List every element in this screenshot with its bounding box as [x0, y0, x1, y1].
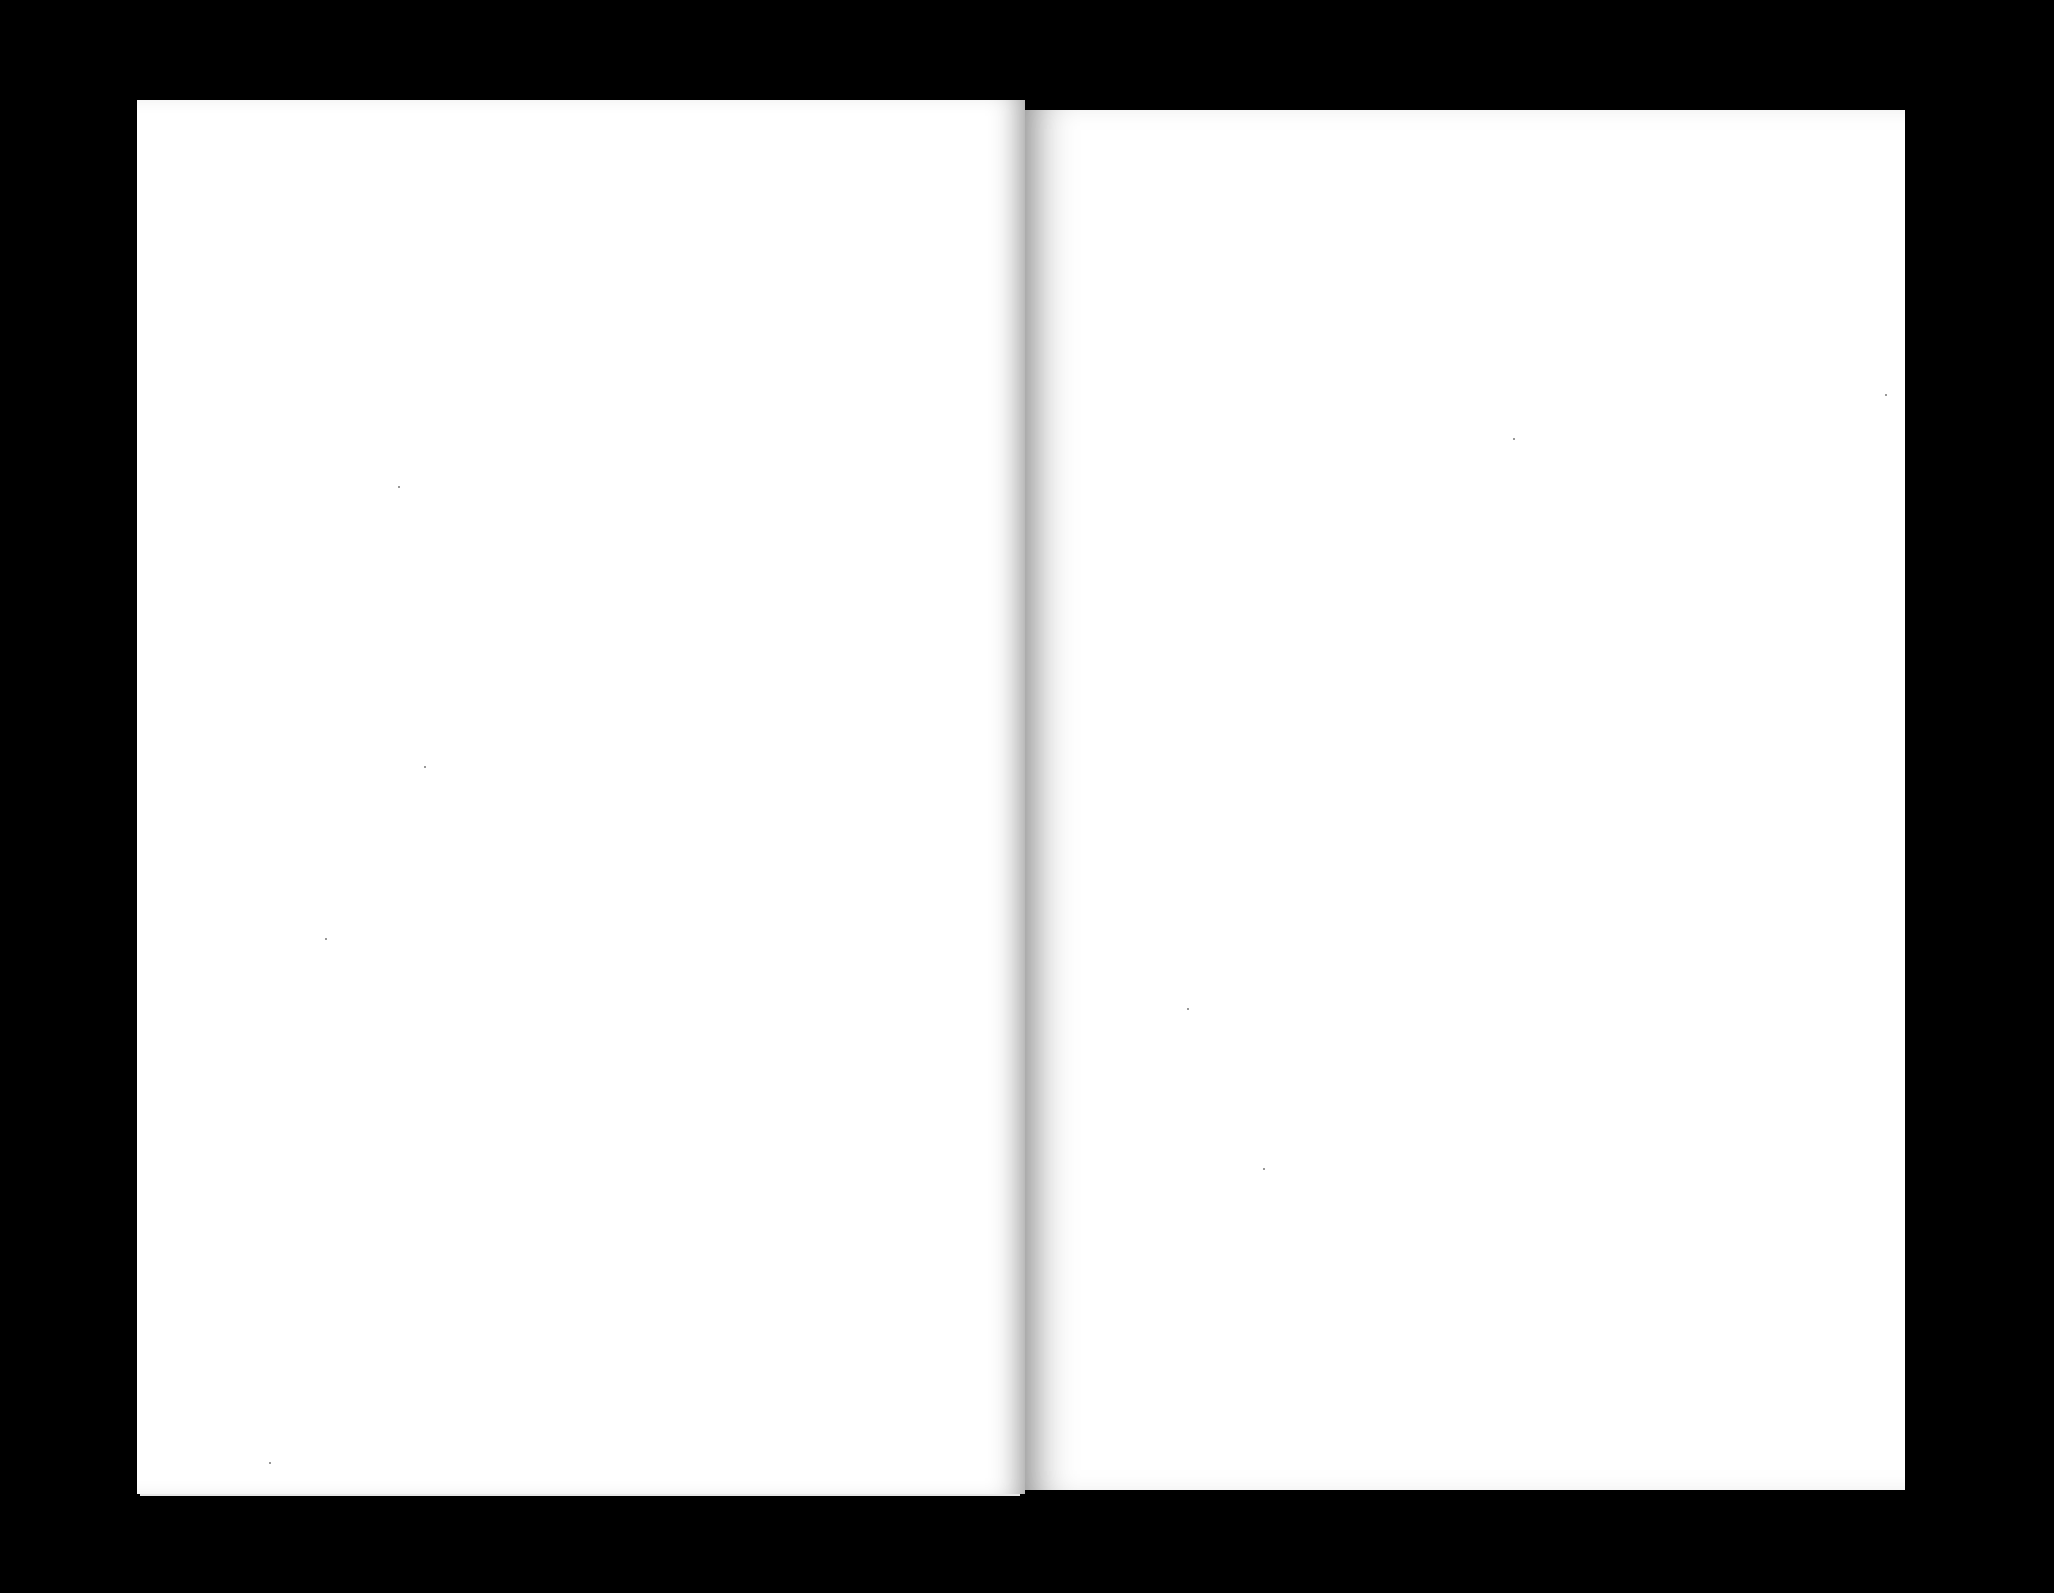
scan-speck [1513, 438, 1515, 440]
scan-speck [1187, 1008, 1189, 1010]
scan-speck [269, 1462, 271, 1464]
scan-speck [1263, 1168, 1265, 1170]
scan-speck [1885, 394, 1887, 396]
scan-speck [398, 486, 400, 488]
left-page [137, 100, 1025, 1494]
scan-speck [424, 766, 426, 768]
right-page [1025, 110, 1905, 1490]
scan-speck [325, 938, 327, 940]
